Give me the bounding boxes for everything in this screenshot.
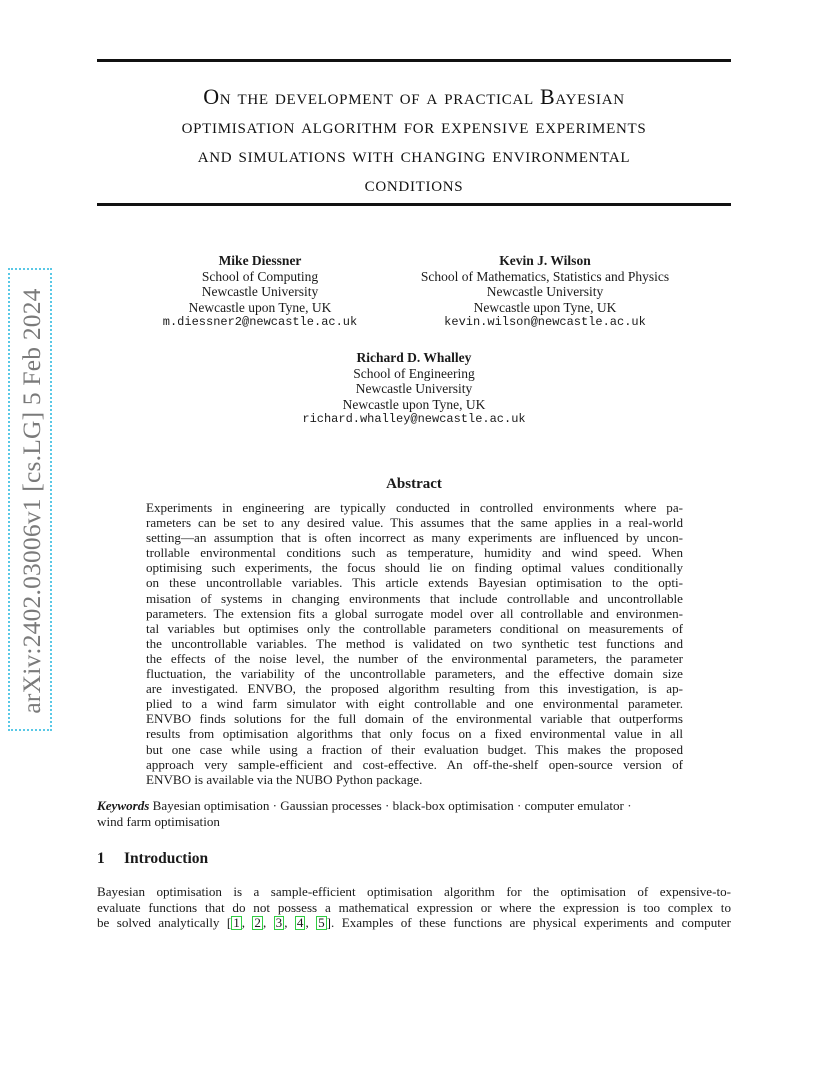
title-line: and simulations with changing environmental: [197, 142, 631, 167]
abstract-line: parameters. The extension fits a global surrogate model over all controllable and environmen-: [146, 605, 683, 621]
title-line: conditions: [364, 171, 464, 196]
abstract-line: trollable environmental conditions such as temperature, humidity and wind speed. When: [146, 545, 683, 561]
abstract-line: approach very sample-efficient and cost-effective. An off-the-shelf open-source version of: [146, 756, 683, 772]
keywords: [97, 798, 731, 829]
abstract-body: [146, 500, 683, 787]
author-name: Kevin J. Wilson: [499, 253, 591, 268]
title-bottom-rule: [97, 203, 731, 206]
citation-link[interactable]: 3: [275, 915, 283, 930]
author-block: [140, 253, 380, 331]
abstract-line: setting—an assumption that is often incorrect as many experiments are influenced by uncon-: [146, 530, 683, 546]
abstract-line: but one case while using a fraction of their evaluation budget. This makes the proposed: [146, 741, 683, 757]
keywords-list: wind farm optimisation: [97, 813, 220, 829]
citation-link[interactable]: 2: [254, 915, 261, 930]
abstract-line: tal variables but optimises only the controllable parameters conditional on measurements of: [146, 620, 683, 636]
title-top-rule: [97, 59, 731, 62]
citation-link[interactable]: 4: [296, 915, 304, 930]
title-line: On the development of a practical Bayesian: [203, 84, 625, 109]
arxiv-stamp[interactable]: [8, 268, 52, 731]
citation-link[interactable]: 5: [318, 915, 325, 930]
author-affiliation: Newcastle upon Tyne, UK: [188, 299, 332, 315]
abstract-line: ENVBO finds solutions for the full domain of the environmental variable that outperforms: [146, 711, 683, 727]
body-text: be solved analytically [: [97, 915, 232, 930]
arxiv-identifier[interactable]: arXiv:2402.03006v1 [cs.LG] 5 Feb 2024: [17, 288, 46, 714]
abstract-line: optimising such experiments, the focus should lie on finding optimal values conditionally: [146, 560, 683, 576]
author-affiliation: Newcastle University: [355, 381, 473, 396]
author-affiliation: Newcastle upon Tyne, UK: [473, 299, 617, 315]
abstract-line: the effects of the noise level, the number of the environmental parameters, the parameter: [146, 650, 683, 666]
citation-link[interactable]: 1: [233, 915, 240, 930]
abstract-line: plied to a wind farm simulator with eight controllable and one environmental parameter.: [146, 696, 683, 712]
body-line: Bayesian optimisation is a sample-efficient optimisation algorithm for the optimisation of expensive-to-: [97, 884, 731, 899]
section-heading-introduction: [97, 850, 208, 868]
author-affiliation: Newcastle University: [486, 284, 604, 299]
abstract-line: misation of systems in changing environments that include controllable and uncontrollable: [146, 590, 683, 606]
author-block: [390, 253, 700, 331]
author-affiliation: School of Engineering: [353, 365, 475, 381]
section-number: 1: [97, 850, 105, 867]
body-line: evaluate functions that do not possess a mathematical expression or where the expression is too complex to: [97, 899, 731, 915]
author-block: [290, 350, 538, 428]
abstract-line: are investigated. ENVBO, the proposed algorithm resulting from this investigation, is ap-: [146, 681, 683, 697]
abstract-line: ENVBO is available via the NUBO Python package.: [146, 771, 423, 787]
keywords-label: Keywords: [97, 798, 150, 813]
author-affiliation: Newcastle University: [201, 284, 319, 299]
paper-title: [97, 82, 731, 198]
author-email[interactable]: m.diessner2@newcastle.ac.uk: [162, 315, 358, 329]
abstract-heading: Abstract: [386, 476, 442, 492]
introduction-body: [97, 884, 731, 931]
body-line: be solved analytically [ 1 , 2 , 3 , 4 , 5 ]. Examples of these functions are physical experiments and computer: [97, 915, 732, 930]
abstract-line: results from optimisation algorithms that only focus on a fixed environmental value in all: [146, 726, 683, 742]
author-email[interactable]: kevin.wilson@newcastle.ac.uk: [444, 315, 646, 329]
abstract-line: fluctuation, the variability of the uncontrollable parameters, and the effective domain size: [146, 666, 683, 682]
abstract-line: Experiments in engineering are typically conducted in controlled environments where pa-: [146, 500, 683, 515]
abstract-line: rameters can be set to any desired value. This assumes that the same applies in a real-world: [146, 515, 683, 531]
author-affiliation: School of Mathematics, Statistics and Physics: [420, 268, 670, 284]
title-line: optimisation algorithm for expensive experiments: [181, 113, 647, 138]
author-affiliation: School of Computing: [201, 268, 319, 284]
body-text: ]. Examples of these functions are physical experiments and computer: [326, 915, 732, 930]
author-email[interactable]: richard.whalley@newcastle.ac.uk: [302, 412, 526, 426]
section-title: Introduction: [124, 850, 209, 867]
keywords-list: Bayesian optimisation · Gaussian processes · black-box optimisation · computer emulator ·: [152, 798, 632, 813]
abstract-line: on these uncontrollable variables. This article extends Bayesian optimisation to the opti-: [146, 575, 683, 591]
abstract-line: the uncontrollable variables. The method is validated on two synthetic test functions and: [146, 635, 683, 651]
author-name: Richard D. Whalley: [356, 350, 472, 365]
author-affiliation: Newcastle upon Tyne, UK: [342, 396, 486, 412]
author-name: Mike Diessner: [218, 253, 302, 268]
